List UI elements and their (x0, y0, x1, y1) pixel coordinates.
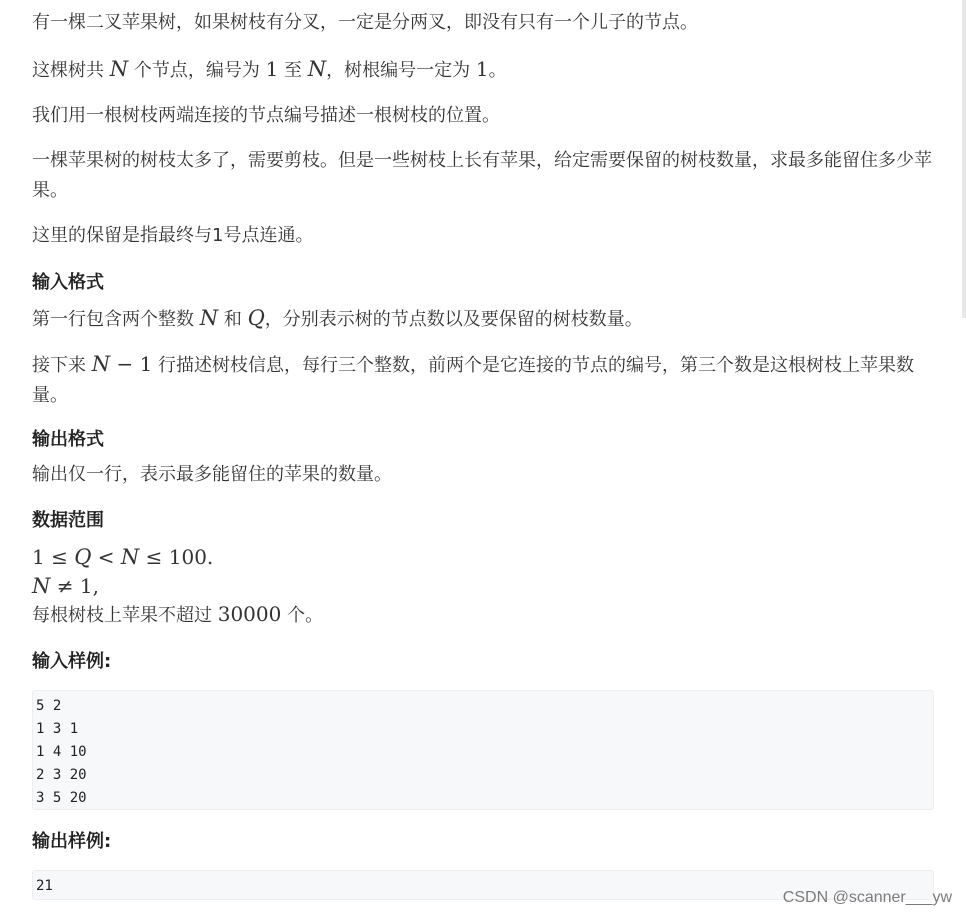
math-var: Q (247, 306, 265, 330)
text: 个。 (281, 605, 324, 626)
text: 个节点，编号为 (128, 60, 266, 81)
math-var: Q (74, 545, 92, 569)
text: 和 (218, 309, 248, 330)
output-format-heading: 输出格式 (32, 429, 104, 450)
math-var: N (120, 545, 140, 569)
math-var: N (109, 57, 129, 81)
text: 接下来 (32, 355, 92, 376)
math-var: N (32, 574, 51, 598)
code-line: 2 3 20 (36, 767, 87, 783)
code-line: 5 2 (36, 698, 62, 714)
input-format-line-1 (32, 303, 643, 335)
code-line: 1 4 10 (36, 744, 87, 760)
math-op: ≠ 1, (50, 574, 99, 598)
data-range-heading: 数据范围 (32, 510, 104, 531)
text: 果。 (32, 180, 68, 201)
math-expr: − 1 (110, 352, 153, 376)
text: 行描述树枝信息，每行三个整数，前两个是它连接的节点的编号，第三个数是这根树枝上苹果数 (152, 355, 915, 376)
text: 量。 (32, 385, 68, 406)
range-line-1 (32, 542, 213, 574)
math-num: 1 (475, 57, 489, 81)
code-line: 3 5 20 (36, 790, 87, 806)
text: 。 (488, 60, 507, 81)
text: 每根树枝上苹果不超过 (32, 605, 218, 626)
watermark: CSDN @scanner___yw (782, 889, 952, 906)
math-var: N (91, 352, 111, 376)
sample-input-heading: 输入样例: (32, 651, 112, 672)
text: 至 (278, 60, 308, 81)
intro-paragraph-4 (32, 146, 942, 206)
code-line: 1 3 1 (36, 721, 79, 737)
math-var: N (199, 306, 219, 330)
text: ，树根编号一定为 (326, 60, 476, 81)
input-format-heading: 输入格式 (32, 272, 104, 293)
text: 一棵苹果树的树枝太多了，需要剪枝。但是一些树枝上长有苹果，给定需要保留的树枝数量，求最多能留住多少苹 (32, 150, 932, 171)
input-format-line-2 (32, 349, 942, 411)
intro-paragraph-1: 有一棵二叉苹果树，如果树枝有分叉，一定是分两叉，即没有只有一个儿子的节点。 (32, 12, 698, 33)
math-num: 1 ≤ (32, 545, 75, 569)
range-line-3 (32, 599, 323, 631)
text: ，分别表示树的节点数以及要保留的树枝数量。 (264, 309, 643, 330)
intro-paragraph-2 (32, 54, 507, 86)
output-format-text: 输出仅一行，表示最多能留住的苹果的数量。 (32, 464, 392, 485)
math-num: ≤ 100. (139, 545, 214, 569)
math-var: N (307, 57, 327, 81)
code-line: 21 (36, 878, 53, 894)
intro-paragraph-3: 我们用一根树枝两端连接的节点编号描述一根树枝的位置。 (32, 105, 500, 126)
math-num: 30000 (217, 602, 282, 626)
sample-input-code[interactable] (32, 690, 934, 810)
math-op: < (91, 545, 121, 569)
sample-output-heading: 输出样例: (32, 831, 112, 852)
math-num: 1 (265, 57, 279, 81)
text: 这棵树共 (32, 60, 110, 81)
text: 第一行包含两个整数 (32, 309, 200, 330)
intro-paragraph-5: 这里的保留是指最终与1号点连通。 (32, 225, 314, 246)
right-scroll-edge (962, 0, 966, 318)
